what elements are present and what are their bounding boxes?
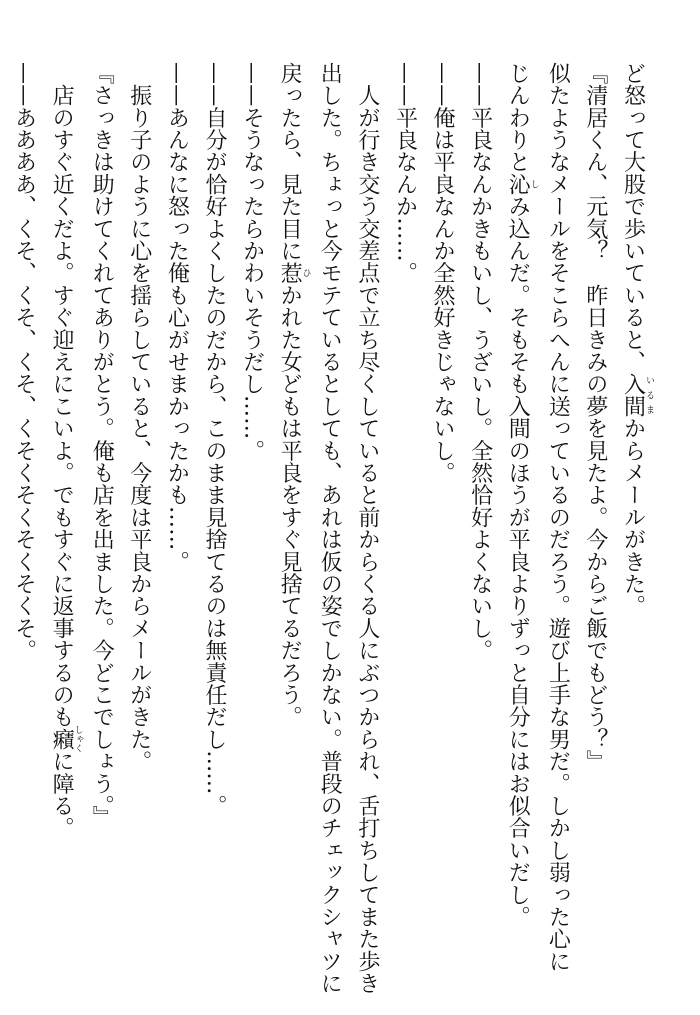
line-text: ——平良なんか……。	[392, 62, 418, 284]
furigana-ruby	[620, 372, 654, 418]
ruby-reading: しゃく	[72, 725, 83, 753]
line-text: ——自分が恰好よくしたのだから、このまま見捨てるのは無責任だし……。	[201, 62, 227, 817]
text-line	[499, 62, 539, 982]
furigana-ruby	[505, 173, 539, 196]
line-text-after: かれた女どもは平良をすぐ見捨てるだろう。	[277, 284, 303, 729]
ruby-base: 沁	[505, 173, 531, 196]
text-line	[5, 62, 43, 982]
vertical-text-block	[11, 62, 654, 995]
furigana-ruby	[49, 725, 83, 753]
ruby-reading: ひ	[300, 261, 311, 285]
text-line	[614, 62, 654, 982]
ruby-reading: いるま	[644, 372, 654, 418]
line-text: ど怒って大股で歩いていると、	[620, 62, 646, 373]
line-text: ——ああああ、くそ、くそ、くそ、くそくそくそくそくそ。	[11, 62, 37, 662]
text-line	[423, 62, 461, 982]
furigana-ruby	[277, 261, 311, 285]
line-text: 『清居くん、元気？ 昨日きみの夢を見たよ。今からご飯でもどう？』	[582, 62, 608, 773]
line-text-after: み込んだ。そもそも入間のほうが平良よりずっと自分にはお似合いだし。	[505, 195, 531, 928]
text-line	[311, 62, 349, 995]
text-line	[271, 62, 311, 982]
text-line	[576, 62, 614, 982]
ruby-base: 惹	[277, 261, 303, 285]
line-text: ——あんなに怒った俺も心がせまかったかも……。	[164, 62, 190, 573]
line-text: ——平良なんかきもいし、うざいし。全然恰好よくないし。	[467, 62, 493, 662]
ruby-base: 癪	[49, 725, 75, 753]
text-line	[539, 62, 577, 982]
line-text: ——俺は平良なんか全然好きじゃないし。	[430, 62, 456, 484]
line-text-after: からメールがきた。	[620, 417, 646, 618]
line-text: 『さっきは助けてくれてありがとう。俺も店を出ました。今どこでしょう。』	[89, 62, 115, 828]
text-line	[43, 62, 83, 982]
line-text: 戻ったら、見た目に	[277, 62, 303, 262]
text-line	[348, 62, 386, 995]
line-text: 人が行き交う交差点で立ち尽くしていると前からくる人にぶつかられ、舌打ちしてまた歩き	[354, 62, 380, 995]
ruby-base: 入間	[620, 372, 646, 418]
line-text: 店のすぐ近くだよ。すぐ迎えにこいよ。でもすぐに返事するのも	[49, 62, 75, 728]
line-text-after: に障る。	[49, 750, 75, 840]
line-text: 振り子のように心を揺らしていると、今度は平良からメールがきた。	[126, 62, 152, 773]
line-text: 似たようなメールをそこらへんに送っているのだろう。遊び上手な男だ。しかし弱った心に	[545, 62, 571, 973]
text-line	[461, 62, 499, 982]
text-line	[195, 62, 233, 982]
ruby-reading: し	[528, 173, 539, 196]
line-text: じんわりと	[505, 62, 531, 173]
text-line	[233, 62, 271, 982]
line-text: ——そうなったらかわいそうだし……。	[239, 62, 265, 462]
text-line	[83, 62, 121, 982]
text-line	[386, 62, 424, 982]
line-text: 出した。ちょっと今モテているとしても、あれは仮の姿でしかない。普段のチェックシャツに	[317, 62, 343, 995]
text-line	[158, 62, 196, 982]
text-line	[120, 62, 158, 982]
